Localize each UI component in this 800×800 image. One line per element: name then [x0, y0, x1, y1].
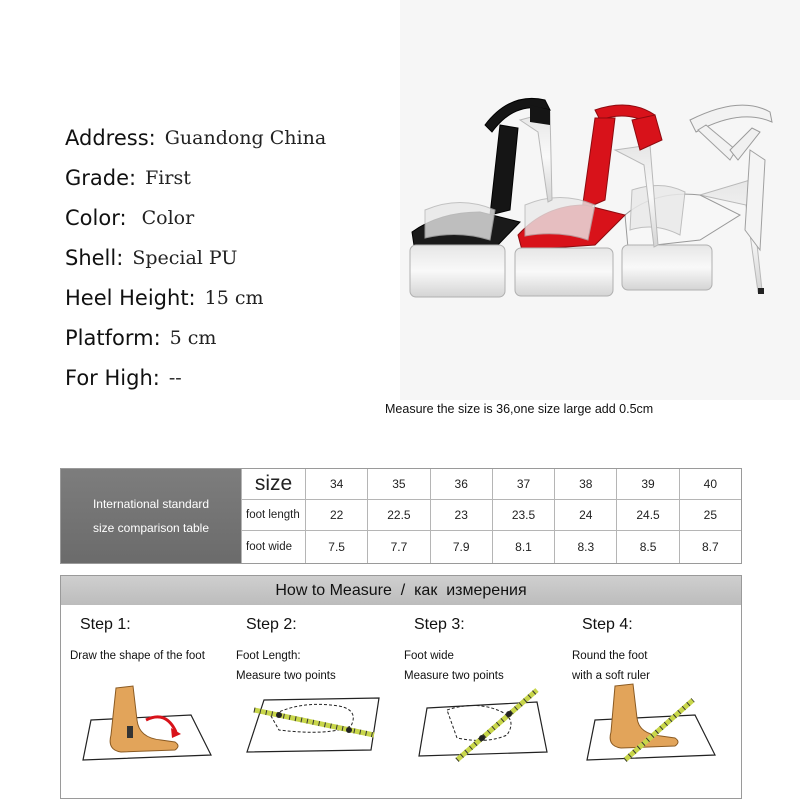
foot-length-cell: 24.5: [616, 500, 678, 531]
foot-circumference-illustration: [575, 680, 725, 765]
step-description-line: Draw the shape of the foot: [70, 650, 205, 662]
foot-width-illustration: [407, 680, 557, 765]
step-4: [572, 616, 732, 686]
size-cell: 39: [616, 469, 678, 500]
spec-label: Shell:: [65, 246, 124, 270]
step-3: [404, 616, 564, 686]
spec-shell: [65, 238, 326, 278]
foot-length-cell: 24: [554, 500, 616, 531]
spec-value: --: [168, 367, 182, 389]
spec-value: Guandong China: [164, 127, 327, 149]
spec-label: Color:: [65, 206, 127, 230]
spec-grade: [65, 158, 326, 198]
size-table-title-line: International standard: [92, 497, 210, 511]
step-description-line: Foot wide: [404, 650, 454, 662]
spec-color: [65, 198, 326, 238]
size-note-caption: Measure the size is 36,one size large add 0.5cm: [385, 402, 654, 416]
row-label-foot-length: foot length: [241, 500, 305, 531]
step-title: Step 3:: [414, 616, 465, 633]
step-2: [236, 616, 396, 686]
size-cell: 37: [492, 469, 554, 500]
foot-length-illustration: [239, 680, 389, 765]
step-description: [70, 646, 230, 666]
foot-wide-cell: 8.5: [616, 531, 678, 563]
foot-length-cell: 22.5: [367, 500, 429, 531]
spec-label: For High:: [65, 366, 160, 390]
step-title: Step 2:: [246, 616, 297, 633]
how-to-measure-title: How to Measure / как измерения: [61, 576, 741, 605]
spec-label: Grade:: [65, 166, 137, 190]
spec-heel-height: [65, 278, 326, 318]
size-table-title-line: size comparison table: [92, 521, 210, 535]
foot-wide-cell: 8.7: [679, 531, 741, 563]
platform-sandals-illustration: [400, 0, 800, 400]
foot-length-cell: 23: [430, 500, 492, 531]
spec-label: Heel Height:: [65, 286, 196, 310]
spec-label: Platform:: [65, 326, 161, 350]
foot-length-cell: 22: [305, 500, 367, 531]
step-description-line: Foot Length:: [236, 650, 301, 662]
step-description-line: Measure two points: [236, 670, 336, 682]
foot-wide-cell: 8.3: [554, 531, 616, 563]
foot-wide-cell: 7.7: [367, 531, 429, 563]
size-comparison-table: [60, 468, 742, 564]
size-grid: [241, 469, 741, 563]
step-description-line: Measure two points: [404, 670, 504, 682]
spec-address: [65, 118, 326, 158]
foot-length-cell: 23.5: [492, 500, 554, 531]
size-cell: 34: [305, 469, 367, 500]
spec-value: 15 cm: [204, 287, 264, 309]
size-table-title: [61, 469, 241, 563]
spec-value: Color: [135, 207, 195, 229]
step-description-line: with a soft ruler: [572, 670, 650, 682]
row-label-foot-wide: foot wide: [241, 531, 305, 563]
foot-wide-cell: 7.5: [305, 531, 367, 563]
step-1: [70, 616, 230, 666]
how-to-measure-panel: [60, 575, 742, 799]
spec-value: Special PU: [132, 247, 238, 269]
foot-length-cell: 25: [679, 500, 741, 531]
step-description-line: Round the foot: [572, 650, 648, 662]
product-photo: [400, 0, 800, 400]
step-title: Step 1:: [80, 616, 131, 633]
spec-for-high: [65, 358, 326, 398]
draw-foot-outline-illustration: [71, 680, 221, 765]
product-specs: [65, 118, 326, 398]
spec-label: Address:: [65, 126, 156, 150]
spec-platform: [65, 318, 326, 358]
foot-wide-cell: 8.1: [492, 531, 554, 563]
foot-wide-cell: 7.9: [430, 531, 492, 563]
size-cell: 35: [367, 469, 429, 500]
spec-value: First: [145, 167, 191, 189]
spec-value: 5 cm: [169, 327, 217, 349]
size-cell: 40: [679, 469, 741, 500]
size-cell: 36: [430, 469, 492, 500]
size-cell: 38: [554, 469, 616, 500]
step-title: Step 4:: [582, 616, 633, 633]
row-label-size: size: [241, 469, 305, 500]
